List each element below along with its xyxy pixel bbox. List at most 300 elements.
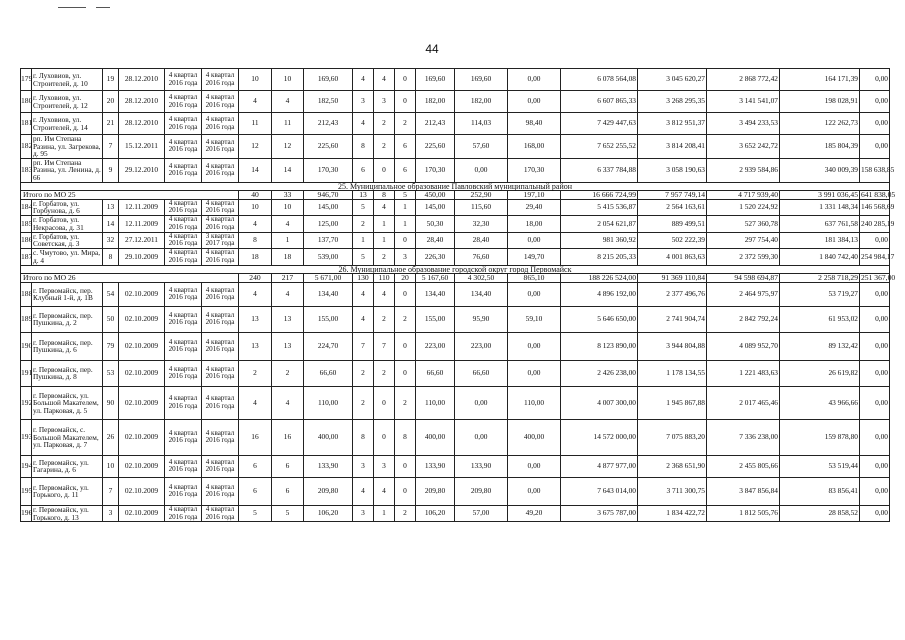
cell-a2: 66,60 bbox=[455, 360, 508, 386]
cell-p2: 1 bbox=[374, 215, 395, 232]
cell-area: 224,70 bbox=[304, 332, 353, 360]
cell-s4: 164 171,39 bbox=[780, 69, 860, 91]
cell-s1: 8 215 205,33 bbox=[561, 248, 638, 265]
cell-s1: 8 123 890,00 bbox=[561, 332, 638, 360]
cell-p1: 3 bbox=[353, 505, 374, 521]
cell-n: 187 bbox=[21, 248, 32, 265]
cell-s5: 0,00 bbox=[860, 113, 890, 135]
cell-a3: 0,00 bbox=[508, 455, 561, 477]
cell-p2: 2 bbox=[374, 306, 395, 332]
total-s3-cell: 4 717 939,40 bbox=[707, 190, 780, 199]
cell-s3: 4 089 952,70 bbox=[707, 332, 780, 360]
cell-area: 145,00 bbox=[304, 199, 353, 215]
total-label: Итого по МО 25 bbox=[21, 190, 239, 199]
cell-p1: 4 bbox=[353, 69, 374, 91]
cell-n: 191 bbox=[21, 360, 32, 386]
cell-a1: 170,30 bbox=[416, 158, 455, 182]
cell-s5: 146 568,69 bbox=[860, 199, 890, 215]
cell-s4: 61 953,02 bbox=[780, 306, 860, 332]
cell-s3: 527 360,78 bbox=[707, 215, 780, 232]
cell-a2: 133,90 bbox=[455, 455, 508, 477]
cell-s2: 889 499,51 bbox=[638, 215, 707, 232]
cell-date: 28.12.2010 bbox=[119, 91, 165, 113]
total-s3-cell: 94 598 694,87 bbox=[707, 273, 780, 282]
cell-addr: г. Горбатов, ул. Некрасова, д. 31 bbox=[32, 215, 103, 232]
cell-s2: 2 564 163,61 bbox=[638, 199, 707, 215]
cell-q2: 4 квартал 2016 года bbox=[202, 455, 239, 477]
cell-s4: 181 384,13 bbox=[780, 232, 860, 248]
cell-a2: 223,00 bbox=[455, 332, 508, 360]
page-number: 44 bbox=[425, 42, 439, 56]
cell-s5: 0,00 bbox=[860, 69, 890, 91]
cell-a3: 0,00 bbox=[508, 282, 561, 306]
cell-p2: 4 bbox=[374, 282, 395, 306]
cell-s3: 2 939 584,86 bbox=[707, 158, 780, 182]
cell-a3: 49,20 bbox=[508, 505, 561, 521]
total-a1-cell: 450,00 bbox=[416, 190, 455, 199]
cell-s4: 185 804,39 bbox=[780, 135, 860, 159]
cell-addr: г. Первомайск, пер. Пушкина, д. 8 bbox=[32, 360, 103, 386]
cell-n: 193 bbox=[21, 419, 32, 455]
cell-addr: г. Первомайск, с. Большой Макателем, ул. Парковая, д. 7 bbox=[32, 419, 103, 455]
cell-p3: 2 bbox=[395, 505, 416, 521]
cell-date: 02.10.2009 bbox=[119, 306, 165, 332]
cell-no: 54 bbox=[103, 282, 119, 306]
cell-q2: 4 квартал 2016 года bbox=[202, 505, 239, 521]
table-body bbox=[21, 69, 896, 522]
cell-s2: 3 812 951,37 bbox=[638, 113, 707, 135]
cell-a3: 0,00 bbox=[508, 360, 561, 386]
cell-no: 20 bbox=[103, 91, 119, 113]
cell-p1: 1 bbox=[353, 232, 374, 248]
cell-p3: 1 bbox=[395, 199, 416, 215]
cell-a3: 29,40 bbox=[508, 199, 561, 215]
cell-area: 110,00 bbox=[304, 386, 353, 419]
cell-q2: 4 квартал 2016 года bbox=[202, 477, 239, 505]
cell-a2: 28,40 bbox=[455, 232, 508, 248]
cell-s2: 502 222,39 bbox=[638, 232, 707, 248]
total-row bbox=[21, 273, 890, 282]
cell-q2: 4 квартал 2016 года bbox=[202, 199, 239, 215]
cell-p1: 2 bbox=[353, 360, 374, 386]
cell-no: 21 bbox=[103, 113, 119, 135]
cell-p1: 4 bbox=[353, 306, 374, 332]
cell-q1: 4 квартал 2016 года bbox=[165, 360, 202, 386]
total-a2-cell: 252,90 bbox=[455, 190, 508, 199]
cell-p1: 5 bbox=[353, 248, 374, 265]
cell-s3: 2 842 792,24 bbox=[707, 306, 780, 332]
cell-p1: 8 bbox=[353, 135, 374, 159]
cell-s2: 3 045 620,27 bbox=[638, 69, 707, 91]
table-row bbox=[21, 135, 890, 159]
cell-s4: 26 619,82 bbox=[780, 360, 860, 386]
cell-q1: 4 квартал 2016 года bbox=[165, 306, 202, 332]
cell-p3: 3 bbox=[395, 248, 416, 265]
total-p3-cell: 5 bbox=[395, 190, 416, 199]
cell-c2: 4 bbox=[272, 215, 304, 232]
cell-p3: 0 bbox=[395, 91, 416, 113]
cell-a2: 182,00 bbox=[455, 91, 508, 113]
cell-p3: 8 bbox=[395, 419, 416, 455]
cell-p3: 6 bbox=[395, 135, 416, 159]
cell-a3: 0,00 bbox=[508, 477, 561, 505]
cell-a1: 223,00 bbox=[416, 332, 455, 360]
cell-s3: 2 868 772,42 bbox=[707, 69, 780, 91]
cell-p2: 1 bbox=[374, 232, 395, 248]
cell-q2: 4 квартал 2016 года bbox=[202, 69, 239, 91]
cell-p1: 7 bbox=[353, 332, 374, 360]
table-row bbox=[21, 306, 890, 332]
cell-s3: 2 464 975,97 bbox=[707, 282, 780, 306]
cell-a3: 98,40 bbox=[508, 113, 561, 135]
cell-a3: 168,00 bbox=[508, 135, 561, 159]
cell-addr: г. Луховиов, ул. Строителей, д. 14 bbox=[32, 113, 103, 135]
cell-c2: 4 bbox=[272, 282, 304, 306]
total-p2-cell: 110 bbox=[374, 273, 395, 282]
cell-q2: 4 квартал 2016 года bbox=[202, 215, 239, 232]
cell-addr: г. Луховиов, ул. Строителей, д. 10 bbox=[32, 69, 103, 91]
cell-p1: 2 bbox=[353, 215, 374, 232]
cell-s3: 3 652 242,72 bbox=[707, 135, 780, 159]
cell-s1: 6 078 564,08 bbox=[561, 69, 638, 91]
cell-no: 50 bbox=[103, 306, 119, 332]
cell-a3: 18,00 bbox=[508, 215, 561, 232]
header-rule bbox=[58, 7, 86, 8]
cell-s5: 0,00 bbox=[860, 477, 890, 505]
cell-s2: 7 075 883,20 bbox=[638, 419, 707, 455]
cell-date: 02.10.2009 bbox=[119, 386, 165, 419]
cell-p2: 0 bbox=[374, 386, 395, 419]
cell-a3: 110,00 bbox=[508, 386, 561, 419]
cell-date: 02.10.2009 bbox=[119, 282, 165, 306]
cell-c2: 4 bbox=[272, 91, 304, 113]
cell-addr: рп. Им Степана Разина, ул. Ленина, д. 66 bbox=[33, 157, 101, 182]
cell-p3: 2 bbox=[395, 306, 416, 332]
cell-c2: 1 bbox=[272, 232, 304, 248]
cell-a1: 145,00 bbox=[416, 199, 455, 215]
cell-area: 66,60 bbox=[304, 360, 353, 386]
cell-a1: 225,60 bbox=[416, 135, 455, 159]
cell-a3: 59,10 bbox=[508, 306, 561, 332]
cell-s4: 198 028,91 bbox=[780, 91, 860, 113]
table-row bbox=[21, 455, 890, 477]
table-row bbox=[21, 232, 890, 248]
cell-a2: 0,00 bbox=[455, 386, 508, 419]
cell-s1: 6 607 865,33 bbox=[561, 91, 638, 113]
cell-c1: 10 bbox=[239, 69, 272, 91]
cell-n: 192 bbox=[21, 386, 32, 419]
cell-a1: 50,30 bbox=[416, 215, 455, 232]
cell-c2: 13 bbox=[272, 332, 304, 360]
cell-date: 29.10.2009 bbox=[119, 248, 165, 265]
total-s2-cell: 91 369 110,84 bbox=[638, 273, 707, 282]
cell-s4: 28 858,52 bbox=[780, 505, 860, 521]
cell-q2: 4 квартал 2016 года bbox=[202, 113, 239, 135]
cell-a2: 115,60 bbox=[455, 199, 508, 215]
cell-p2: 3 bbox=[374, 455, 395, 477]
cell-s4: 53 719,27 bbox=[780, 282, 860, 306]
cell-a1: 106,20 bbox=[416, 505, 455, 521]
cell-q2: 4 квартал 2016 года bbox=[202, 248, 239, 265]
cell-p2: 2 bbox=[374, 113, 395, 135]
cell-s3: 297 754,40 bbox=[707, 232, 780, 248]
table-row bbox=[21, 419, 890, 455]
cell-s2: 1 945 867,88 bbox=[638, 386, 707, 419]
cell-addr: г. Горбатов, ул. Горбунова, д. 6 bbox=[32, 199, 103, 215]
cell-no: 79 bbox=[103, 332, 119, 360]
cell-c1: 16 bbox=[239, 419, 272, 455]
cell-q2: 4 квартал 2016 года bbox=[202, 419, 239, 455]
cell-p3: 0 bbox=[395, 477, 416, 505]
cell-q1: 4 квартал 2016 года bbox=[165, 455, 202, 477]
cell-p1: 4 bbox=[353, 113, 374, 135]
cell-q2: 4 квартал 2016 года bbox=[202, 158, 239, 182]
cell-p1: 8 bbox=[353, 419, 374, 455]
cell-area: 212,43 bbox=[304, 113, 353, 135]
cell-s2: 2 741 904,74 bbox=[638, 306, 707, 332]
cell-n: 196 bbox=[21, 505, 32, 521]
cell-q2: 4 квартал 2016 года bbox=[202, 282, 239, 306]
cell-q1: 4 квартал 2016 года bbox=[165, 91, 202, 113]
cell-area: 182,50 bbox=[304, 91, 353, 113]
cell-s5: 0,00 bbox=[860, 306, 890, 332]
cell-s5: 0,00 bbox=[860, 360, 890, 386]
table-row bbox=[21, 386, 890, 419]
cell-c1: 5 bbox=[239, 505, 272, 521]
cell-a2: 209,80 bbox=[455, 477, 508, 505]
cell-p3: 0 bbox=[395, 282, 416, 306]
cell-n: 181 bbox=[21, 113, 32, 135]
cell-q2: 4 квартал 2016 года bbox=[202, 360, 239, 386]
cell-s2: 3 711 300,75 bbox=[638, 477, 707, 505]
cell-date: 02.10.2009 bbox=[119, 477, 165, 505]
cell-date: 28.12.2010 bbox=[119, 69, 165, 91]
cell-p1: 2 bbox=[353, 386, 374, 419]
cell-q2: 4 квартал 2016 года bbox=[202, 386, 239, 419]
cell-q1: 4 квартал 2016 года bbox=[165, 199, 202, 215]
cell-no: 9 bbox=[103, 158, 119, 182]
cell-no: 7 bbox=[103, 135, 119, 159]
cell-s1: 5 415 536,87 bbox=[561, 199, 638, 215]
cell-no: 13 bbox=[103, 199, 119, 215]
cell-c1: 13 bbox=[239, 306, 272, 332]
cell-s4: 122 262,73 bbox=[780, 113, 860, 135]
cell-a3: 0,00 bbox=[508, 332, 561, 360]
cell-a2: 0,00 bbox=[455, 158, 508, 182]
cell-s3: 1 812 505,76 bbox=[707, 505, 780, 521]
cell-c1: 4 bbox=[239, 215, 272, 232]
cell-c1: 13 bbox=[239, 332, 272, 360]
cell-s1: 2 054 621,87 bbox=[561, 215, 638, 232]
cell-p2: 2 bbox=[374, 248, 395, 265]
cell-no: 14 bbox=[103, 215, 119, 232]
total-c2-cell: 33 bbox=[272, 190, 304, 199]
cell-n: 195 bbox=[21, 477, 32, 505]
cell-q2: 4 квартал 2016 года bbox=[202, 91, 239, 113]
cell-s2: 4 001 863,63 bbox=[638, 248, 707, 265]
cell-p3: 0 bbox=[395, 332, 416, 360]
housing-table bbox=[20, 68, 896, 522]
cell-a2: 57,60 bbox=[455, 135, 508, 159]
cell-s1: 5 646 650,00 bbox=[561, 306, 638, 332]
cell-s3: 2 372 599,30 bbox=[707, 248, 780, 265]
cell-no: 10 bbox=[103, 455, 119, 477]
cell-c2: 4 bbox=[272, 386, 304, 419]
cell-date: 02.10.2009 bbox=[119, 332, 165, 360]
cell-addr: г. Первомайск, пер. Пушкина, д. 2 bbox=[32, 306, 103, 332]
cell-s5: 0,00 bbox=[860, 386, 890, 419]
cell-p1: 3 bbox=[353, 91, 374, 113]
cell-a1: 400,00 bbox=[416, 419, 455, 455]
cell-date: 15.12.2011 bbox=[119, 135, 165, 159]
cell-s1: 2 426 238,00 bbox=[561, 360, 638, 386]
total-c1-cell: 40 bbox=[239, 190, 272, 199]
cell-q1: 4 квартал 2016 года bbox=[165, 135, 202, 159]
cell-s2: 3 268 295,35 bbox=[638, 91, 707, 113]
cell-a3: 0,00 bbox=[508, 69, 561, 91]
cell-s2: 1 178 134,55 bbox=[638, 360, 707, 386]
total-s5-cell: 251 367,00 bbox=[861, 272, 896, 282]
table-row bbox=[21, 69, 890, 91]
cell-p2: 3 bbox=[374, 91, 395, 113]
total-row bbox=[21, 190, 890, 199]
total-p3-cell: 20 bbox=[395, 273, 416, 282]
cell-q1: 4 квартал 2016 года bbox=[165, 215, 202, 232]
cell-a2: 134,40 bbox=[455, 282, 508, 306]
cell-date: 29.12.2010 bbox=[119, 158, 165, 182]
cell-s5: 0,00 bbox=[860, 135, 890, 159]
total-area-cell: 5 671,00 bbox=[304, 273, 353, 282]
total-a3-cell: 865,10 bbox=[508, 273, 561, 282]
cell-p3: 0 bbox=[395, 69, 416, 91]
cell-s3: 3 847 856,84 bbox=[707, 477, 780, 505]
cell-p2: 2 bbox=[374, 360, 395, 386]
cell-s5: 0,00 bbox=[860, 232, 890, 248]
cell-date: 02.10.2009 bbox=[119, 505, 165, 521]
cell-area: 125,00 bbox=[304, 215, 353, 232]
cell-s5: 158 638,85 bbox=[860, 158, 890, 182]
cell-area: 539,00 bbox=[304, 248, 353, 265]
cell-s5: 254 984,17 bbox=[860, 248, 890, 265]
cell-c1: 6 bbox=[239, 455, 272, 477]
cell-s5: 0,00 bbox=[860, 91, 890, 113]
cell-p2: 4 bbox=[374, 69, 395, 91]
cell-a3: 149,70 bbox=[508, 248, 561, 265]
cell-q1: 4 квартал 2016 года bbox=[165, 282, 202, 306]
cell-s1: 7 643 014,00 bbox=[561, 477, 638, 505]
cell-area: 400,00 bbox=[304, 419, 353, 455]
cell-a1: 66,60 bbox=[416, 360, 455, 386]
cell-p2: 1 bbox=[374, 505, 395, 521]
cell-a1: 212,43 bbox=[416, 113, 455, 135]
cell-q2: 4 квартал 2016 года bbox=[202, 135, 239, 159]
cell-addr: г. Первомайск, пер. Пушкина, д. 6 bbox=[32, 332, 103, 360]
cell-s1: 981 360,92 bbox=[561, 232, 638, 248]
cell-n: 179 bbox=[21, 69, 32, 91]
cell-q1: 4 квартал 2016 года bbox=[165, 158, 202, 182]
cell-c1: 8 bbox=[239, 232, 272, 248]
table-row bbox=[21, 505, 890, 521]
cell-date: 02.10.2009 bbox=[119, 360, 165, 386]
cell-addr: г. Первомайск, ул. Большой Макателем, ул. Парковая, д. 5 bbox=[32, 386, 103, 419]
total-s1-cell: 188 226 524,00 bbox=[561, 273, 638, 282]
cell-s5: 0,00 bbox=[860, 419, 890, 455]
cell-area: 209,80 bbox=[304, 477, 353, 505]
total-p1-cell: 13 bbox=[353, 190, 374, 199]
cell-a2: 95,90 bbox=[455, 306, 508, 332]
cell-a3: 170,30 bbox=[508, 158, 561, 182]
cell-no: 19 bbox=[103, 69, 119, 91]
cell-p2: 0 bbox=[374, 419, 395, 455]
cell-n: 189 bbox=[21, 306, 32, 332]
cell-addr: рп. Им Степана Разина, ул. Загрекова, д. 95 bbox=[33, 134, 101, 159]
total-s4-cell: 2 258 718,29 bbox=[780, 273, 860, 282]
total-p2-cell: 8 bbox=[374, 190, 395, 199]
cell-q1: 4 квартал 2016 года bbox=[165, 419, 202, 455]
cell-p2: 4 bbox=[374, 199, 395, 215]
cell-a2: 114,03 bbox=[455, 113, 508, 135]
cell-c2: 18 bbox=[272, 248, 304, 265]
cell-c2: 10 bbox=[272, 199, 304, 215]
cell-a1: 28,40 bbox=[416, 232, 455, 248]
total-area-cell: 946,70 bbox=[304, 190, 353, 199]
cell-date: 02.10.2009 bbox=[119, 455, 165, 477]
total-a2-cell: 4 302,50 bbox=[455, 273, 508, 282]
cell-s2: 3 058 190,63 bbox=[638, 158, 707, 182]
cell-n: 183 bbox=[21, 158, 32, 182]
cell-s3: 3 494 233,53 bbox=[707, 113, 780, 135]
cell-n: 180 bbox=[21, 91, 32, 113]
cell-c1: 4 bbox=[239, 91, 272, 113]
cell-area: 170,30 bbox=[304, 158, 353, 182]
cell-c1: 14 bbox=[239, 158, 272, 182]
cell-s1: 7 429 447,63 bbox=[561, 113, 638, 135]
cell-s1: 4 896 192,00 bbox=[561, 282, 638, 306]
cell-date: 12.11.2009 bbox=[119, 215, 165, 232]
cell-a1: 110,00 bbox=[416, 386, 455, 419]
cell-c1: 4 bbox=[239, 282, 272, 306]
cell-s4: 637 761,58 bbox=[780, 215, 860, 232]
cell-c1: 2 bbox=[239, 360, 272, 386]
cell-p3: 0 bbox=[395, 455, 416, 477]
cell-c1: 12 bbox=[239, 135, 272, 159]
cell-n: 188 bbox=[21, 282, 32, 306]
cell-c2: 6 bbox=[272, 477, 304, 505]
cell-a1: 169,60 bbox=[416, 69, 455, 91]
cell-s1: 6 337 784,88 bbox=[561, 158, 638, 182]
cell-c2: 2 bbox=[272, 360, 304, 386]
total-p1-cell: 130 bbox=[353, 273, 374, 282]
table-row bbox=[21, 158, 890, 182]
cell-no: 90 bbox=[103, 386, 119, 419]
cell-addr: г. Первомайск, ул. Горького, д. 11 bbox=[32, 477, 103, 505]
cell-area: 169,60 bbox=[304, 69, 353, 91]
cell-a2: 76,60 bbox=[455, 248, 508, 265]
cell-p1: 6 bbox=[353, 158, 374, 182]
cell-addr: г. Луховиов, ул. Строителей, д. 12 bbox=[32, 91, 103, 113]
total-s4-cell: 3 991 036,45 bbox=[780, 190, 860, 199]
cell-p1: 3 bbox=[353, 455, 374, 477]
cell-p2: 0 bbox=[374, 158, 395, 182]
cell-a1: 133,90 bbox=[416, 455, 455, 477]
cell-p3: 2 bbox=[395, 386, 416, 419]
cell-n: 194 bbox=[21, 455, 32, 477]
total-a3-cell: 197,10 bbox=[508, 190, 561, 199]
table-row bbox=[21, 113, 890, 135]
cell-area: 133,90 bbox=[304, 455, 353, 477]
cell-date: 02.10.2009 bbox=[119, 419, 165, 455]
cell-a2: 32,30 bbox=[455, 215, 508, 232]
